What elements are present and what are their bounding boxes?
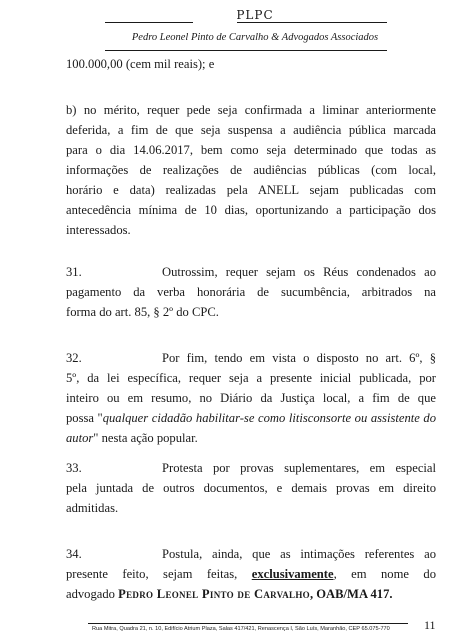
paragraph-number: 34. <box>66 547 82 561</box>
lawyer-name: Pedro Leonel Pinto de Carvalho <box>118 587 310 601</box>
paragraph-34: 34. Postula, ainda, que as intimações referentes ao presente feito, sejam feitas, exclusivamente, em nome do advogado Pedro Leonel Pinto de Carvalho, OAB/MA 417. <box>66 544 436 604</box>
paragraph-number: 32. <box>66 351 82 365</box>
paragraph-b: b) no mérito, requer pede seja confirmada a liminar anteriormente deferida, a fim de que seja suspensa a audiência pública marcada para o dia 14.06.2017, bem como seja determinado que todas as informações de realizações de audiências públicas (com local, horário e data) realizadas pela ANELL sejam publicadas com antecedência mínima de 10 dias, oportunizando a participação dos interessados. <box>66 103 436 237</box>
footer-rule <box>88 623 408 624</box>
paragraph-32: 32. Por fim, tendo em vista o disposto no art. 6º, § 5º, da lei específica, requer seja a presente inicial publicada, por inteiro ou em resumo, no Diário da Justiça local, a fim de que possa "qualquer cidadão habilitar-se como litisconsorte ou assistente do autor" nesta ação popular. <box>66 348 436 448</box>
header-rule-left <box>105 22 193 23</box>
paragraph-number: 31. <box>66 265 82 279</box>
oab-registration: , OAB/MA 417. <box>309 587 393 601</box>
paragraph-31: 31. Outrossim, requer sejam os Réus condenados ao pagamento da verba honorária de sucumbência, arbitrados na forma do art. 85, § 2º do CPC. <box>66 262 436 322</box>
header-rule-bottom <box>105 50 387 51</box>
paragraph-33: 33. Protesta por provas suplementares, em especial pela juntada de outros documentos, e demais provas em direito admitidas. <box>66 458 436 518</box>
quotation: qualquer cidadão habilitar-se como litisconsorte ou assistente do <box>102 411 436 425</box>
page-number: 11 <box>424 618 436 632</box>
letterhead <box>105 8 405 44</box>
paragraph-number: 33. <box>66 461 82 475</box>
emphasis-exclusivamente: exclusivamente <box>251 567 334 581</box>
paragraph-value: 100.000,00 (cem mil reais); e <box>66 57 215 71</box>
firm-logo: PLPC <box>236 8 274 22</box>
footer-address: Rua Mitra, Quadra 21, n. 10, Edifício Atrium Plaza, Salas 417/421, Renascença I, São Luís, Maranhão, CEP 65.075-770 <box>92 626 390 632</box>
firm-name: Pedro Leonel Pinto de Carvalho & Advogados Associados <box>131 32 379 43</box>
header-rule-right <box>237 22 387 23</box>
